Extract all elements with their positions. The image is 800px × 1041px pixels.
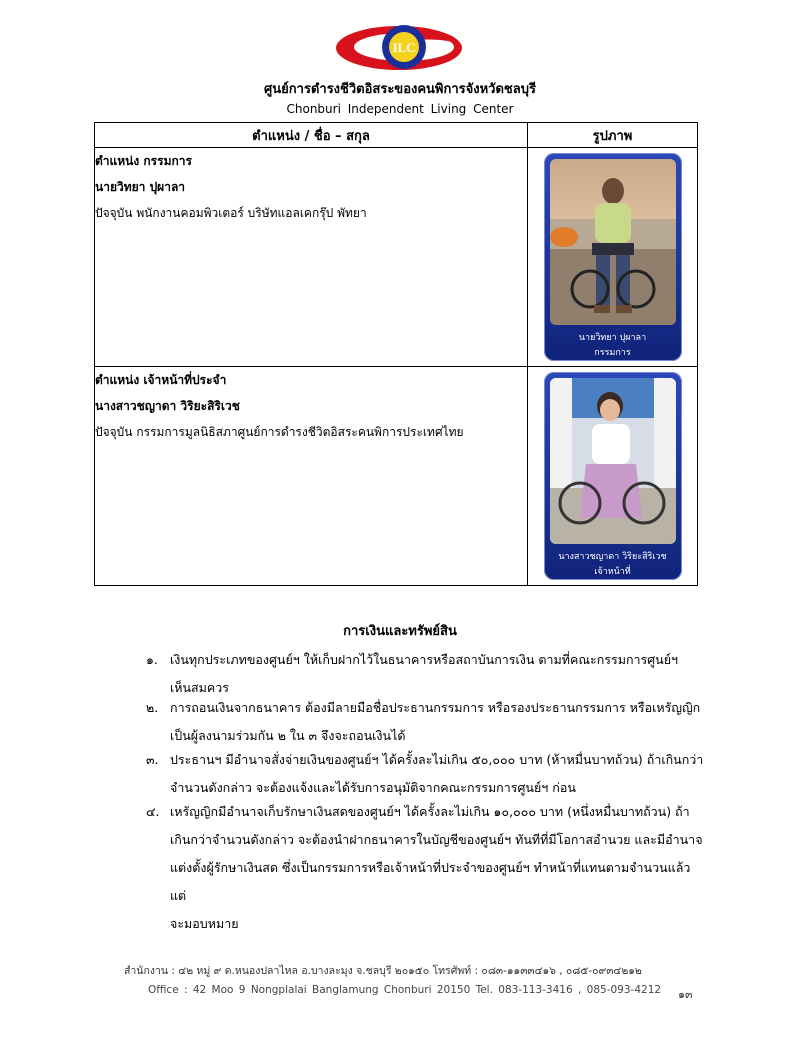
footer-address-thai: สำนักงาน : ๔๒ หมู่ ๙ ต.หนองปลาไหล อ.บางละมุง จ.ชลบุรี ๒๐๑๕๐ โทรศัพท์ : ๐๘๓-๑๑๓๓๔๑๖ , ๐๘๕-๐๙๓๔๒๑๒: [124, 965, 642, 977]
item-line: เกินกว่าจำนวนดังกล่าว จะต้องนำฝากธนาคารในบัญชีของศูนย์ฯ ทันทีที่มีโอกาสอำนวย และมีอำนาจ: [170, 832, 703, 847]
photo-caption-role: เจ้าหน้าที่: [594, 567, 631, 577]
current-job-text: ปัจจุบัน พนักงานคอมพิวเตอร์ บริษัทแอลเคกรุ๊ป พัทยา: [95, 206, 367, 220]
item-line: จะมอบหมาย: [170, 916, 239, 931]
org-name-english: Chonburi Independent Living Center: [286, 102, 514, 116]
item-line: ประธานฯ มีอำนาจสั่งจ่ายเงินของศูนย์ฯ ได้ครั้งละไม่เกิน ๕๐,๐๐๐ บาท (ห้าหมื่นบาทถ้วน) ถ้าเกินกว่า: [170, 752, 704, 767]
ilc-logo: [334, 22, 464, 74]
logo-text: ILC: [392, 40, 416, 55]
list-item: [146, 694, 706, 750]
position-text: ตำแหน่ง กรรมการ: [95, 154, 192, 168]
person-info-cell: [95, 148, 528, 367]
item-number: ๔.: [146, 804, 160, 819]
person-photo: [550, 159, 676, 325]
item-line: เงินทุกประเภทของศูนย์ฯ ให้เก็บฝากไว้ในธนาคารหรือสถาบันการเงิน ตามที่คณะกรรมการศูนย์ฯ: [170, 652, 679, 667]
item-line: การถอนเงินจากธนาคาร ต้องมีลายมือชื่อประธานกรรมการ หรือรองประธานกรรมการ หรือเหรัญญิก: [170, 700, 701, 715]
org-name-thai: ศูนย์การดำรงชีวิตอิสระของคนพิการจังหวัดชลบุรี: [264, 82, 536, 97]
photo-caption-role: กรรมการ: [594, 348, 631, 358]
photo-cell: [528, 148, 698, 367]
photo-cell: [528, 367, 698, 586]
table-row: [95, 148, 698, 367]
photo-frame: [544, 372, 682, 580]
item-line: เป็นผู้ลงนามร่วมกัน ๒ ใน ๓ จึงจะถอนเงินได้: [170, 728, 406, 743]
item-number: ๒.: [146, 700, 159, 715]
footer-address-english: Office : 42 Moo 9 Nongplalai Banglamung Chonburi 20150 Tel. 083-113-3416 , 085-093-4212: [148, 984, 662, 996]
column-header-photo: รูปภาพ: [528, 123, 698, 148]
item-number: ๓.: [146, 752, 159, 767]
person-name: นางสาวชญาดา วิริยะสิริเวช: [95, 399, 240, 413]
item-line: เหรัญญิกมีอำนาจเก็บรักษาเงินสดของศูนย์ฯ ได้ครั้งละไม่เกิน ๑๐,๐๐๐ บาท (หนึ่งหมื่นบาทถ้วน) ถ้า: [170, 804, 690, 819]
photo-frame: [544, 153, 682, 361]
table-row: [95, 367, 698, 586]
item-line: เห็นสมควร: [170, 680, 230, 695]
person-photo: [550, 378, 676, 544]
item-line: แต่งตั้งผู้รักษาเงินสด ซึ่งเป็นกรรมการหรือเจ้าหน้าที่ประจำของศูนย์ฯ ทำหน้าที่แทนตามจำนวนแล้วแต่: [170, 860, 691, 903]
photo-caption-name: นางสาวชญาดา วิริยะสิริเวช: [558, 552, 667, 562]
page-number: ๑๓: [678, 988, 693, 1001]
staff-table: [94, 122, 698, 586]
item-number: ๑.: [146, 652, 158, 667]
current-job-text: ปัจจุบัน กรรมการมูลนิธิสภาศูนย์การดำรงชีวิตอิสระคนพิการประเทศไทย: [95, 425, 464, 439]
list-item: [146, 798, 706, 938]
section-title: การเงินและทรัพย์สิน: [343, 624, 457, 639]
item-line: จำนวนดังกล่าว จะต้องแจ้งและได้รับการอนุมัติจากคณะกรรมการศูนย์ฯ ก่อน: [170, 780, 576, 795]
person-info-cell: [95, 367, 528, 586]
position-text: ตำแหน่ง เจ้าหน้าที่ประจำ: [95, 373, 227, 387]
list-item: [146, 746, 706, 802]
photo-caption-name: นายวิทยา ปุผาลา: [578, 333, 647, 343]
column-header-name: ตำแหน่ง / ชื่อ – สกุล: [95, 123, 528, 148]
person-name: นายวิทยา ปุผาลา: [95, 180, 186, 194]
